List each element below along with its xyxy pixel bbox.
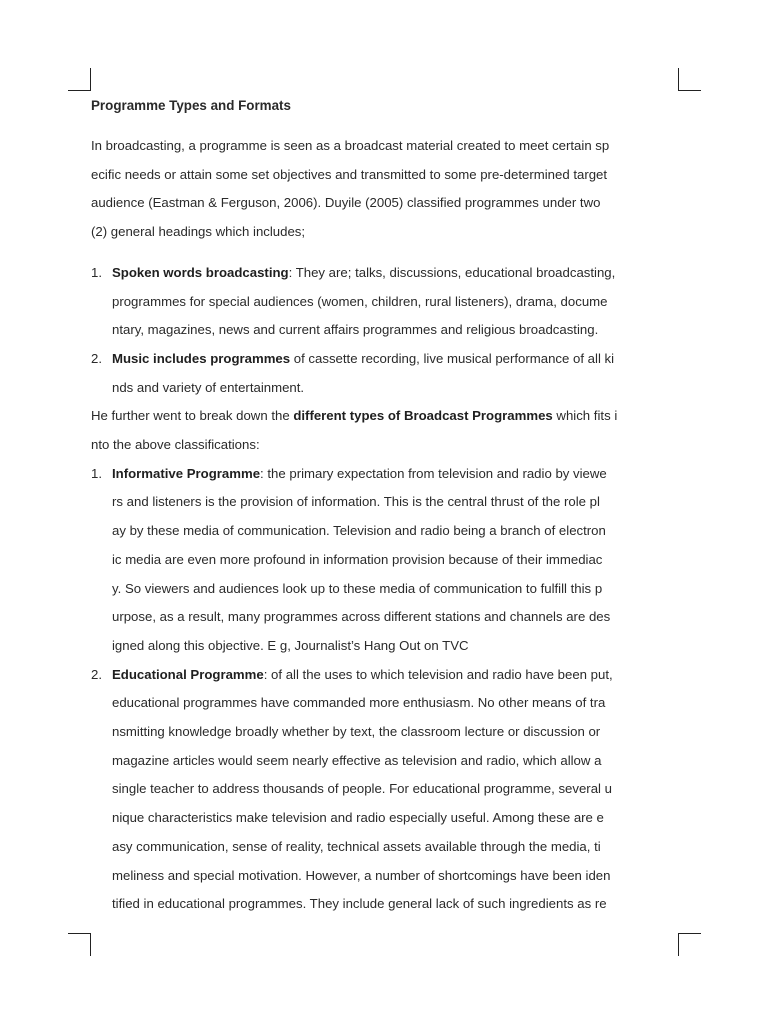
list-item-text: : They are; talks, discussions, educational broadcasting,	[288, 264, 616, 280]
list-item-line: magazine articles would seem nearly effective as television and radio, which allow a	[112, 752, 602, 768]
intro-paragraph	[91, 132, 681, 247]
list-item-heading: Spoken words broadcasting	[112, 264, 289, 280]
bridge-text: He further went to break down the	[91, 408, 294, 424]
list-item	[91, 345, 681, 402]
general-headings-list	[91, 259, 681, 403]
programme-types-list	[91, 460, 681, 919]
bridge-paragraph	[91, 402, 681, 459]
paragraph-line: ecific needs or attain some set objectives and transmitted to some pre-determined target	[91, 166, 608, 182]
list-item	[91, 661, 681, 919]
list-item-text: of cassette recording, live musical performance of all ki	[290, 350, 615, 366]
list-item-heading: Music includes programmes	[112, 350, 291, 366]
bridge-text: which fits i	[552, 408, 618, 424]
paragraph-line: nto the above classifications:	[91, 437, 260, 453]
list-item-line: igned along this objective. E g, Journalist’s Hang Out on TVC	[112, 637, 469, 653]
document-page	[91, 95, 681, 919]
paragraph-line: (2) general headings which includes;	[91, 224, 306, 240]
list-item-line: programmes for special audiences (women, children, rural listeners), drama, docume	[112, 293, 608, 309]
list-item-heading: Educational Programme	[112, 666, 264, 682]
list-item-line: nsmitting knowledge broadly whether by text, the classroom lecture or discussion or	[112, 724, 601, 740]
list-item-line: rs and listeners is the provision of information. This is the central thrust of the role pl	[112, 494, 600, 510]
list-number: 1.	[91, 264, 102, 280]
list-number: 2.	[91, 350, 102, 366]
bridge-emphasis: different types of Broadcast Programmes	[293, 408, 553, 424]
list-item-line: ic media are even more profound in information provision because of their immediac	[112, 551, 603, 567]
crop-mark-top-right	[678, 68, 701, 91]
list-item-line: y. So viewers and audiences look up to these media of communication to fulfill this p	[112, 580, 603, 596]
list-item-line: meliness and special motivation. However, a number of shortcomings have been iden	[112, 867, 611, 883]
list-item-line: ntary, magazines, news and current affairs programmes and religious broadcasting.	[112, 322, 599, 338]
list-item-line: urpose, as a result, many programmes across different stations and channels are des	[112, 609, 611, 625]
crop-mark-bottom-left	[68, 933, 91, 956]
list-number: 1.	[91, 465, 102, 481]
paragraph-line: In broadcasting, a programme is seen as a broadcast material created to meet certain sp	[91, 138, 610, 153]
crop-mark-bottom-right	[678, 933, 701, 956]
list-item-line: educational programmes have commanded more enthusiasm. No other means of tra	[112, 695, 606, 711]
list-number: 2.	[91, 666, 102, 682]
list-item-text: : of all the uses to which television and radio have been put,	[263, 666, 613, 682]
list-item-line: asy communication, sense of reality, technical assets available through the media, ti	[112, 838, 601, 854]
list-item-line: nds and variety of entertainment.	[112, 379, 305, 395]
list-item-line: nique characteristics make television and radio especially useful. Among these are e	[112, 810, 604, 826]
list-item	[91, 460, 681, 661]
list-item-text: : the primary expectation from television and radio by viewe	[260, 465, 607, 481]
crop-mark-top-left	[68, 68, 91, 91]
list-item-line: single teacher to address thousands of people. For educational programme, several u	[112, 781, 612, 797]
list-item-line: tified in educational programmes. They include general lack of such ingredients as re	[112, 896, 607, 912]
paragraph-line: audience (Eastman & Ferguson, 2006). Duyile (2005) classified programmes under two	[91, 195, 601, 211]
document-title: Programme Types and Formats	[91, 98, 291, 113]
list-item-heading: Informative Programme	[112, 465, 261, 481]
list-item-line: ay by these media of communication. Television and radio being a branch of electron	[112, 523, 606, 539]
list-item	[91, 259, 681, 345]
